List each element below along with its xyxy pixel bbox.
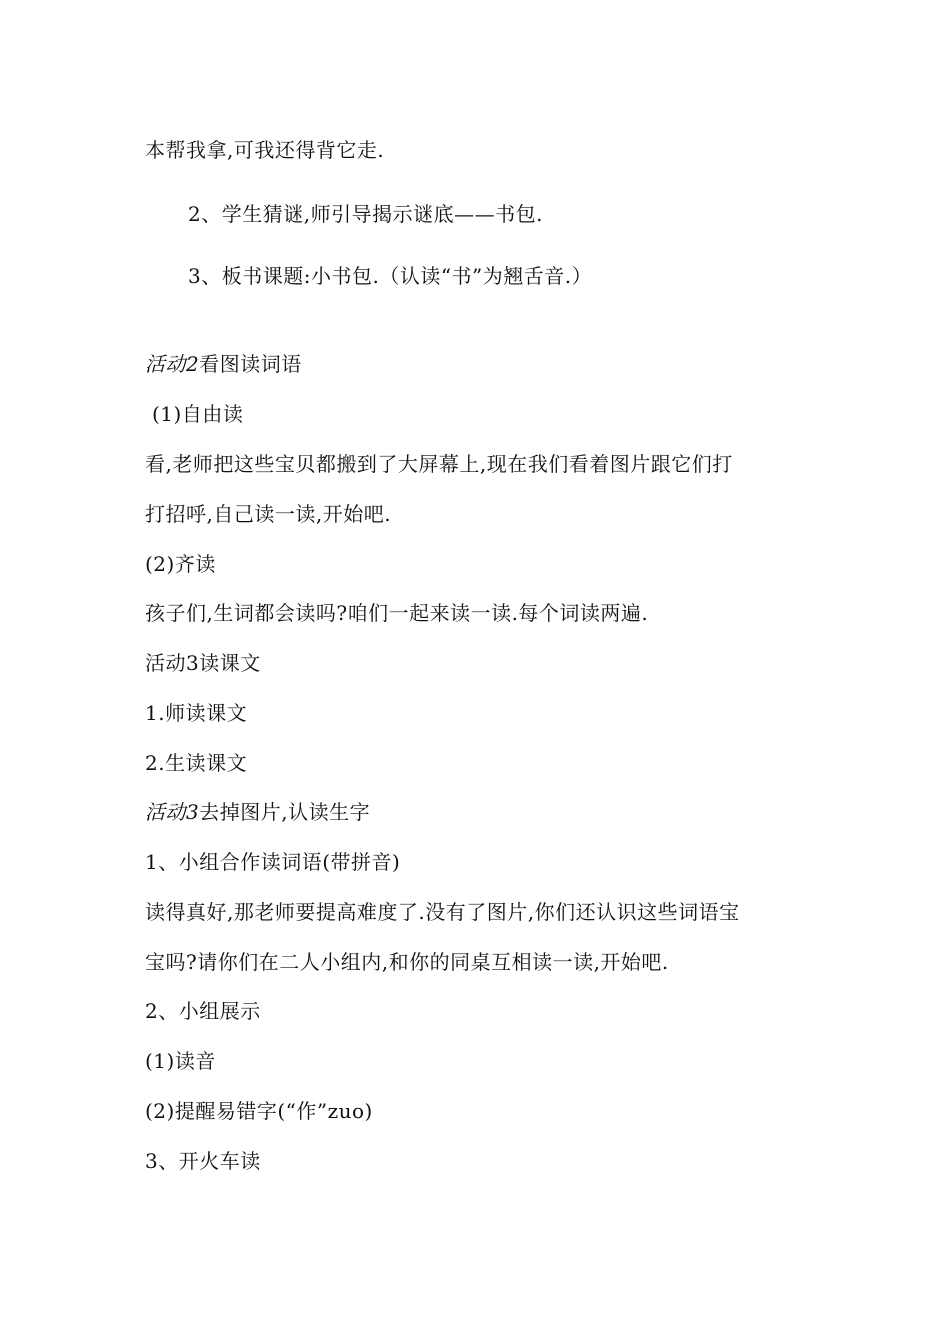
text-line-group-read: 1、小组合作读词语(带拼音) xyxy=(145,850,401,874)
text-line-together: (2)齐读 xyxy=(145,552,216,576)
text-line-student-read: 2.生读课文 xyxy=(145,751,248,775)
text-line-pair-read: 宝吗?请你们在二人小组内,和你的同桌互相读一读,开始吧. xyxy=(145,950,669,974)
text-line-well-read: 读得真好,那老师要提高难度了.没有了图片,你们还认识这些词语宝 xyxy=(145,900,740,924)
text-line-group-show: 2、小组展示 xyxy=(145,999,261,1023)
text-line-3: 3、板书课题:小书包.（认读“书”为翘舌音.） xyxy=(188,264,593,288)
text-line-pronounce: (1)读音 xyxy=(145,1049,216,1073)
activity-2-prefix: 活动2 xyxy=(145,352,200,376)
activity-2-title: 看图读词语 xyxy=(199,352,302,376)
text-line-children: 孩子们,生词都会读吗?咱们一起来读一读.每个词读两遍. xyxy=(145,601,649,625)
text-line-1: 本帮我拿,可我还得背它走. xyxy=(145,138,385,162)
text-line-train-read: 3、开火车读 xyxy=(145,1149,261,1173)
activity-3-heading: 活动3读课文 xyxy=(145,651,261,675)
activity-2-heading xyxy=(145,352,302,376)
text-line-teacher-read: 1.师读课文 xyxy=(145,701,248,725)
text-line-2: 2、学生猜谜,师引导揭示谜底——书包. xyxy=(188,202,543,226)
activity-3b-title: 去掉图片,认读生字 xyxy=(199,800,371,824)
activity-3b-heading xyxy=(145,800,370,824)
text-line-free-read: (1)自由读 xyxy=(152,402,244,426)
activity-3b-prefix: 活动3 xyxy=(145,800,200,824)
text-line-greet: 打招呼,自己读一读,开始吧. xyxy=(145,502,392,526)
text-line-mistakes: (2)提醒易错字(“作”zuo) xyxy=(145,1099,373,1123)
text-line-look: 看,老师把这些宝贝都搬到了大屏幕上,现在我们看着图片跟它们打 xyxy=(145,452,733,476)
